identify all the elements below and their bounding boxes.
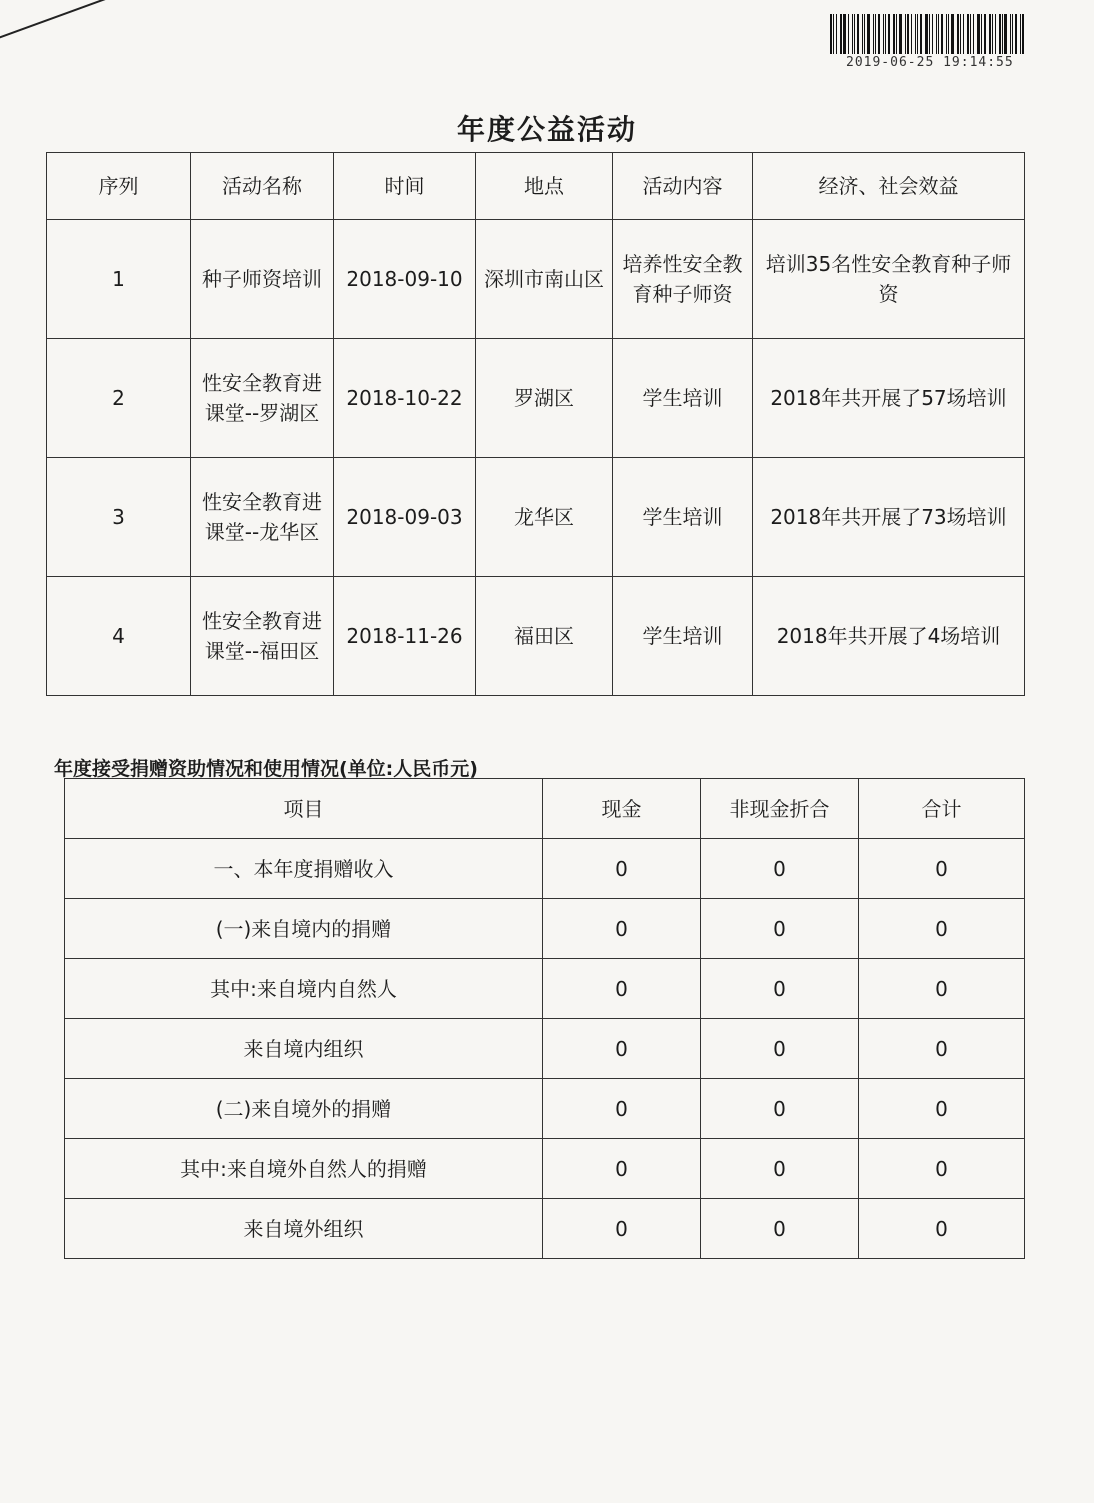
table-cell: 罗湖区 [476, 339, 613, 458]
table-cell: 0 [543, 1019, 701, 1079]
table-cell: 0 [701, 1199, 859, 1259]
table-row [65, 1199, 1025, 1259]
table-cell: 培训35名性安全教育种子师资 [753, 220, 1025, 339]
table-cell: 0 [543, 1079, 701, 1139]
table-cell: 一、本年度捐赠收入 [65, 839, 543, 899]
table-cell: 0 [701, 1019, 859, 1079]
table-row [47, 458, 1025, 577]
table-row [47, 339, 1025, 458]
activities-table [46, 152, 1025, 696]
table-cell: 0 [859, 1079, 1025, 1139]
table-cell: 0 [859, 899, 1025, 959]
table-cell: 0 [859, 1199, 1025, 1259]
header-cell: 时间 [334, 153, 476, 220]
table-cell: 来自境外组织 [65, 1199, 543, 1259]
table-cell: 2018-09-03 [334, 458, 476, 577]
table-cell: 福田区 [476, 577, 613, 696]
corner-mark [0, 0, 122, 42]
table-cell: 1 [47, 220, 191, 339]
table-cell: 学生培训 [613, 577, 753, 696]
table-cell: 0 [859, 1139, 1025, 1199]
table-cell: 0 [859, 959, 1025, 1019]
table-header-row [47, 153, 1025, 220]
timestamp: 2019-06-25 19:14:55 [846, 55, 1014, 70]
table-row [65, 899, 1025, 959]
table-cell: 学生培训 [613, 339, 753, 458]
table-cell: 3 [47, 458, 191, 577]
header-cell: 活动名称 [191, 153, 334, 220]
table-cell: 0 [859, 1019, 1025, 1079]
table-cell: 培养性安全教育种子师资 [613, 220, 753, 339]
table-cell: 0 [543, 1199, 701, 1259]
table-row [65, 1019, 1025, 1079]
table-row [65, 959, 1025, 1019]
table-cell: 学生培训 [613, 458, 753, 577]
table-cell: 0 [543, 1139, 701, 1199]
table-cell: (一)来自境内的捐赠 [65, 899, 543, 959]
table-cell: 种子师资培训 [191, 220, 334, 339]
header-cell: 序列 [47, 153, 191, 220]
table-cell: 2018-10-22 [334, 339, 476, 458]
header-cell: 活动内容 [613, 153, 753, 220]
table-cell: 2018-09-10 [334, 220, 476, 339]
table-row [65, 1139, 1025, 1199]
header-cell: 地点 [476, 153, 613, 220]
header-cell: 现金 [543, 779, 701, 839]
donations-section-title: 年度接受捐赠资助情况和使用情况(单位:人民币元) [54, 758, 478, 780]
table-cell: 2018年共开展了73场培训 [753, 458, 1025, 577]
table-row [47, 220, 1025, 339]
table-cell: 其中:来自境外自然人的捐赠 [65, 1139, 543, 1199]
table-cell: 0 [701, 1139, 859, 1199]
table-cell: 0 [543, 839, 701, 899]
header-cell: 项目 [65, 779, 543, 839]
table-cell: 2018年共开展了4场培训 [753, 577, 1025, 696]
table-cell: 0 [859, 839, 1025, 899]
table-cell: 0 [701, 899, 859, 959]
table-cell: 4 [47, 577, 191, 696]
table-cell: 2018年共开展了57场培训 [753, 339, 1025, 458]
donations-table [64, 778, 1025, 1259]
header-cell: 合计 [859, 779, 1025, 839]
barcode [830, 14, 1026, 54]
table-cell: 性安全教育进课堂--福田区 [191, 577, 334, 696]
table-header-row [65, 779, 1025, 839]
table-cell: 2018-11-26 [334, 577, 476, 696]
table-row [65, 839, 1025, 899]
table-cell: 0 [701, 839, 859, 899]
header-cell: 非现金折合 [701, 779, 859, 839]
table-cell: 2 [47, 339, 191, 458]
table-cell: 性安全教育进课堂--龙华区 [191, 458, 334, 577]
table-cell: 0 [701, 1079, 859, 1139]
table-row [65, 1079, 1025, 1139]
table-cell: 深圳市南山区 [476, 220, 613, 339]
header-cell: 经济、社会效益 [753, 153, 1025, 220]
table-cell: 其中:来自境内自然人 [65, 959, 543, 1019]
table-cell: 0 [543, 899, 701, 959]
table-cell: (二)来自境外的捐赠 [65, 1079, 543, 1139]
table-cell: 性安全教育进课堂--罗湖区 [191, 339, 334, 458]
table-cell: 龙华区 [476, 458, 613, 577]
table-cell: 0 [543, 959, 701, 1019]
table-cell: 来自境内组织 [65, 1019, 543, 1079]
page-title: 年度公益活动 [456, 113, 637, 146]
table-row [47, 577, 1025, 696]
table-cell: 0 [701, 959, 859, 1019]
